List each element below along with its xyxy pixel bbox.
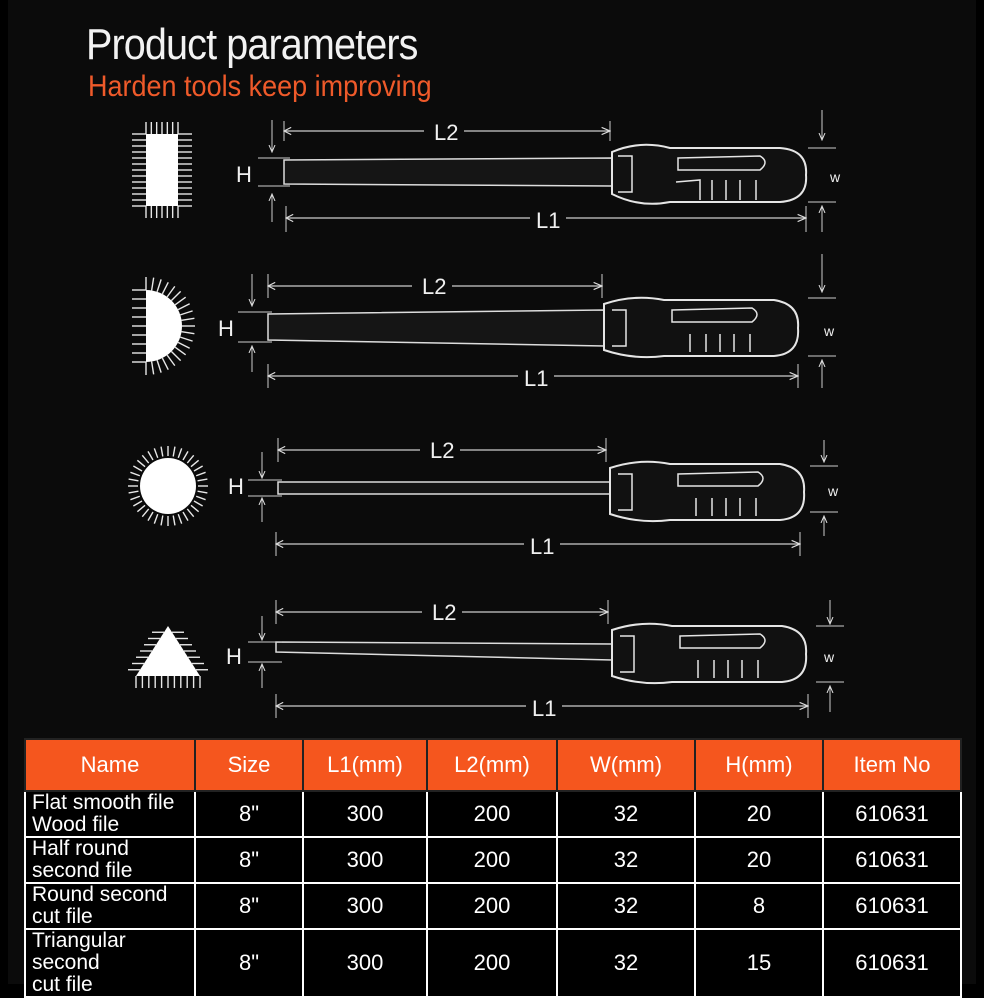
- name-line: Flat smooth file: [32, 791, 175, 814]
- l1-label: L1: [530, 534, 555, 559]
- cell-item-no: 610631: [823, 929, 961, 997]
- cell-h: 8: [695, 883, 823, 929]
- cell-size: 8": [195, 837, 303, 883]
- w-label: w: [830, 169, 841, 185]
- name-line: cut file: [32, 905, 93, 928]
- cell-l2: 200: [427, 837, 557, 883]
- l1-label: L1: [532, 696, 557, 721]
- h-label: H: [226, 644, 242, 669]
- h-label: H: [228, 474, 244, 499]
- l2-label: L2: [430, 438, 455, 463]
- column-header-l2: L2(mm): [427, 739, 557, 791]
- cell-size: 8": [195, 929, 303, 997]
- l2-label: L2: [422, 274, 447, 299]
- cell-h: 15: [695, 929, 823, 997]
- l1-label: L1: [524, 366, 549, 391]
- cell-w: 32: [557, 883, 695, 929]
- file-handle-icon: [612, 624, 806, 683]
- w-label: w: [824, 649, 835, 665]
- cell-w: 32: [557, 791, 695, 837]
- file-handle-icon: [610, 462, 804, 521]
- page-subtitle: Harden tools keep improving: [88, 70, 432, 103]
- column-header-item-no: Item No: [823, 739, 961, 791]
- table-row: [25, 929, 961, 997]
- table-row: [25, 883, 961, 929]
- product-parameters-table: [24, 738, 962, 998]
- cell-item-no: 610631: [823, 883, 961, 929]
- cell-item-no: 610631: [823, 837, 961, 883]
- name-line: Wood file: [32, 813, 120, 836]
- column-header-w: W(mm): [557, 739, 695, 791]
- cell-h: 20: [695, 791, 823, 837]
- cell-h: 20: [695, 837, 823, 883]
- triangular-file-diagram: [128, 600, 844, 721]
- triangle-cross-section-icon: [128, 626, 208, 688]
- cell-size: 8": [195, 883, 303, 929]
- column-header-h: H(mm): [695, 739, 823, 791]
- w-label: w: [824, 323, 835, 339]
- h-label: H: [218, 316, 234, 341]
- cell-l2: 200: [427, 791, 557, 837]
- cell-l1: 300: [303, 791, 427, 837]
- table-row: [25, 837, 961, 883]
- flat-file-diagram: [132, 110, 841, 233]
- name-line: Triangular second: [32, 929, 126, 974]
- file-handle-icon: [612, 145, 806, 204]
- l2-label: L2: [434, 120, 459, 145]
- column-header-size: Size: [195, 739, 303, 791]
- column-header-name: Name: [25, 739, 195, 791]
- cell-l2: 200: [427, 883, 557, 929]
- cell-size: 8": [195, 791, 303, 837]
- cell-name: [25, 791, 195, 837]
- cell-l1: 300: [303, 883, 427, 929]
- cell-name: [25, 837, 195, 883]
- round-file-diagram: [128, 438, 839, 559]
- name-line: Half round: [32, 837, 129, 860]
- name-line: Round second: [32, 883, 168, 906]
- name-line: cut file: [32, 973, 93, 996]
- half-round-cross-section-icon: [132, 277, 195, 375]
- cell-w: 32: [557, 837, 695, 883]
- cell-l1: 300: [303, 929, 427, 997]
- cell-name: [25, 929, 195, 997]
- column-header-l1: L1(mm): [303, 739, 427, 791]
- name-line: second file: [32, 859, 133, 882]
- cell-item-no: 610631: [823, 791, 961, 837]
- rectangle-cross-section-icon: [132, 122, 192, 218]
- half-round-file-diagram: [132, 254, 836, 391]
- l2-label: L2: [432, 600, 457, 625]
- file-handle-icon: [604, 298, 798, 357]
- round-cross-section-icon: [128, 446, 208, 526]
- table-row: [25, 791, 961, 837]
- page-title: Product parameters: [86, 20, 418, 69]
- w-label: w: [828, 483, 839, 499]
- l1-label: L1: [536, 208, 561, 233]
- h-label: H: [236, 162, 252, 187]
- cell-l2: 200: [427, 929, 557, 997]
- table-header-row: [25, 739, 961, 791]
- cell-name: [25, 883, 195, 929]
- cell-w: 32: [557, 929, 695, 997]
- cell-l1: 300: [303, 837, 427, 883]
